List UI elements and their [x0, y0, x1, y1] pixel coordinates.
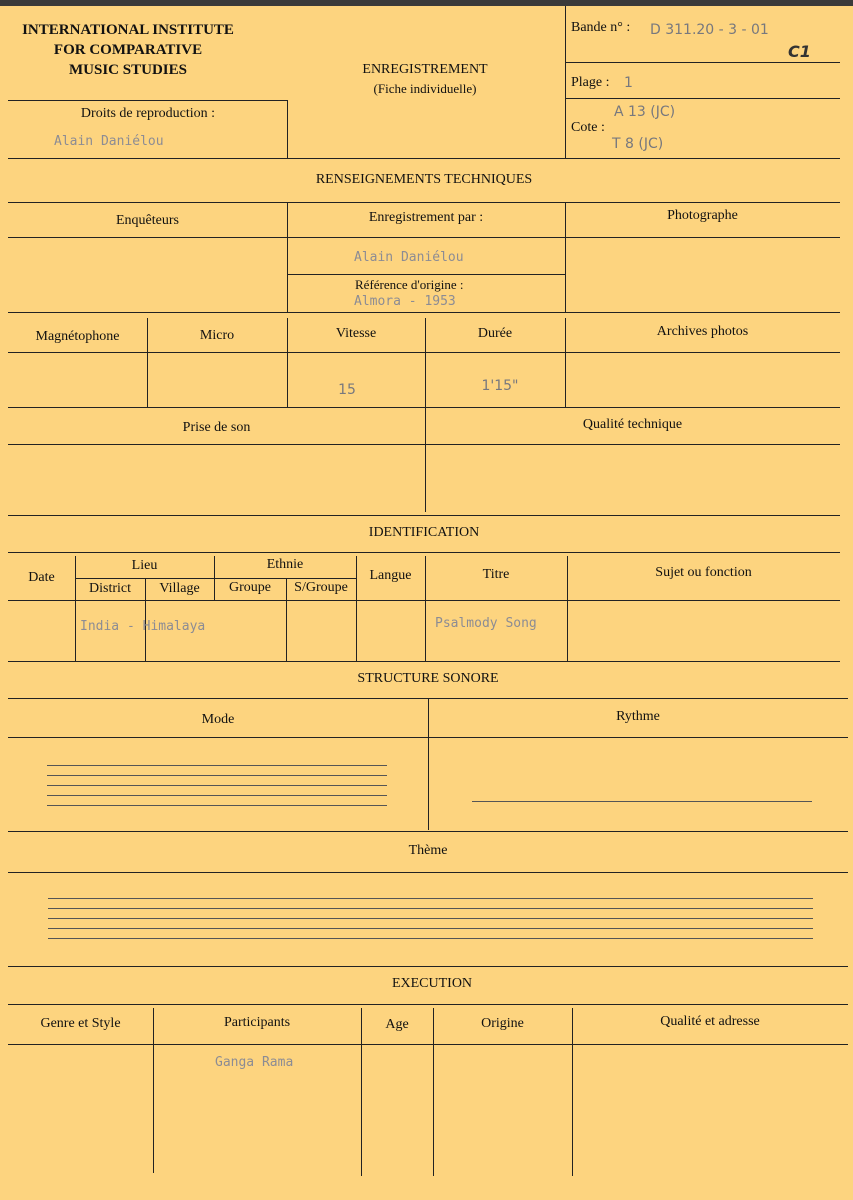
record-subtitle: (Fiche individuelle) [373, 81, 477, 96]
plage-value: 1 [624, 75, 633, 91]
lieu-value: India - Himalaya [80, 619, 206, 634]
rythme-label: Rythme [616, 709, 660, 724]
ethnie-label: Ethnie [266, 557, 304, 572]
rule [8, 158, 840, 159]
staff-line [48, 928, 813, 929]
rule [8, 600, 840, 601]
rule [572, 1008, 573, 1176]
rule [8, 872, 848, 873]
structure-heading: STRUCTURE SONORE [357, 671, 499, 686]
magnetophone-label: Magnétophone [35, 329, 120, 344]
rule [153, 1008, 154, 1173]
groupe-label: Groupe [229, 580, 271, 595]
technical-heading: RENSEIGNEMENTS TECHNIQUES [315, 172, 533, 187]
institute-name-line3: MUSIC STUDIES [69, 62, 187, 78]
mode-label: Mode [201, 712, 235, 727]
rights-value: Alain Daniélou [54, 134, 164, 149]
bande-value: D 311.20 - 3 - 01 [650, 22, 769, 38]
date-label: Date [28, 570, 55, 585]
titre-value: Psalmody Song [435, 616, 537, 631]
rule [8, 552, 840, 553]
staff-line [48, 918, 813, 919]
participants-value: Ganga Rama [215, 1055, 294, 1070]
rule [8, 737, 848, 738]
rule [8, 515, 840, 516]
staff-line [48, 898, 813, 899]
prise-de-son-label: Prise de son [182, 420, 251, 435]
sgroupe-label: S/Groupe [294, 580, 348, 595]
execution-heading: EXECUTION [391, 976, 473, 991]
vitesse-label: Vitesse [335, 326, 377, 341]
rule [287, 274, 565, 275]
cote-label: Cote : [571, 120, 605, 135]
district-label: District [89, 581, 131, 596]
photographe-label: Photographe [667, 208, 738, 223]
duree-value: 1'15" [481, 378, 519, 394]
rights-label: Droits de reproduction : [80, 106, 216, 121]
theme-label: Thème [408, 843, 448, 858]
rule [8, 661, 840, 662]
genre-label: Genre et Style [40, 1016, 121, 1031]
reference-label: Référence d'origine : [355, 277, 464, 292]
rule [8, 831, 848, 832]
staff-line [48, 938, 813, 939]
cote-value-2: T 8 (JC) [612, 136, 664, 152]
enregistrement-par-value: Alain Daniélou [354, 250, 464, 265]
rule [8, 966, 848, 967]
rule [565, 98, 840, 99]
reference-value: Almora - 1953 [354, 294, 456, 309]
enqueteurs-label: Enquêteurs [116, 213, 179, 228]
archives-photos-label: Archives photos [656, 324, 749, 339]
rule [565, 62, 840, 63]
titre-label: Titre [482, 567, 510, 582]
staff-line [47, 785, 387, 786]
institute-name-line2: FOR COMPARATIVE [53, 42, 203, 58]
rule [75, 578, 356, 579]
origine-label: Origine [481, 1016, 524, 1031]
rule [8, 1004, 848, 1005]
qualite-adresse-label: Qualité et adresse [660, 1014, 760, 1029]
rule [8, 1044, 848, 1045]
rule [8, 444, 840, 445]
cote-value-1: A 13 (JC) [614, 104, 676, 120]
langue-label: Langue [369, 568, 412, 583]
age-label: Age [385, 1017, 409, 1032]
record-title: ENREGISTREMENT [362, 62, 488, 77]
staff-line [47, 805, 387, 806]
rule [8, 407, 840, 408]
institute-name-line1: INTERNATIONAL INSTITUTE [22, 22, 234, 38]
rhythm-line [472, 801, 812, 802]
staff-line [47, 795, 387, 796]
identification-heading: IDENTIFICATION [368, 525, 480, 540]
rule [8, 312, 840, 313]
rule [361, 1008, 362, 1176]
qualite-technique-label: Qualité technique [582, 417, 683, 432]
vitesse-value: 15 [338, 382, 356, 398]
plage-label: Plage : [571, 75, 610, 90]
staff-line [47, 775, 387, 776]
enregistrement-par-label: Enregistrement par : [368, 210, 484, 225]
rule [8, 100, 288, 101]
bande-note: C1 [788, 42, 811, 61]
micro-label: Micro [199, 328, 235, 343]
sujet-label: Sujet ou fonction [655, 565, 752, 580]
village-label: Village [159, 581, 200, 596]
staff-line [48, 908, 813, 909]
rule [8, 237, 840, 238]
lieu-label: Lieu [131, 558, 158, 573]
bande-label: Bande n° : [571, 20, 631, 35]
card-top-edge [0, 0, 853, 6]
rule [565, 6, 566, 158]
duree-label: Durée [477, 326, 513, 341]
staff-line [47, 765, 387, 766]
rule [433, 1008, 434, 1176]
participants-label: Participants [223, 1015, 291, 1030]
rule [8, 352, 840, 353]
rule [8, 202, 840, 203]
